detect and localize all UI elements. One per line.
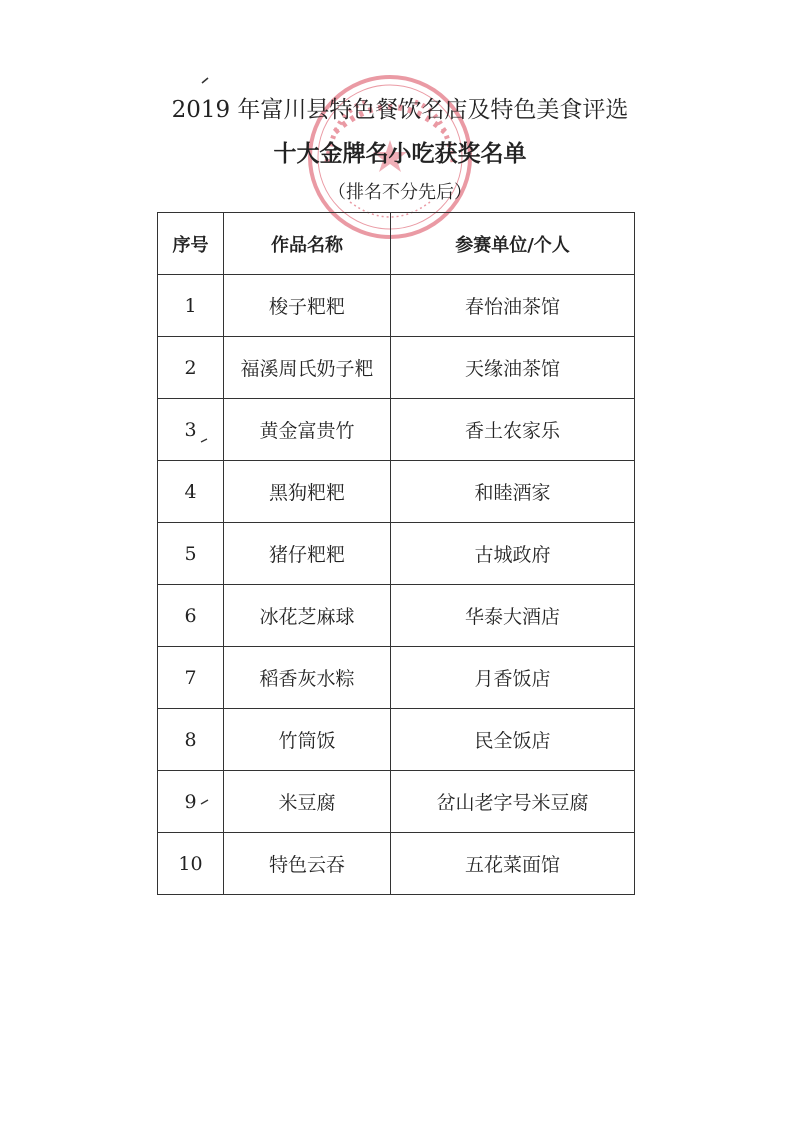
table-row <box>158 461 635 523</box>
document-subtitle: （排名不分先后） <box>328 182 472 203</box>
table-row <box>158 585 635 647</box>
row-entrant: 五花菜面馆 <box>391 833 635 895</box>
header-dish-name: 作品名称 <box>224 213 391 275</box>
row-dish-name: 黑狗粑粑 <box>224 461 391 523</box>
row-number: 5 <box>158 523 224 585</box>
row-number: 2 <box>158 337 224 399</box>
row-number: 10 <box>158 833 224 895</box>
row-entrant: 民全饭店 <box>391 709 635 771</box>
check-mark-icon <box>200 798 214 806</box>
row-dish-name: 竹筒饭 <box>224 709 391 771</box>
row-entrant: 古城政府 <box>391 523 635 585</box>
table-row <box>158 275 635 337</box>
document-title-line2: 十大金牌名小吃获奖名单 <box>273 141 527 167</box>
row-dish-name: 特色云吞 <box>224 833 391 895</box>
row-number: 9 <box>158 771 224 833</box>
row-entrant: 和睦酒家 <box>391 461 635 523</box>
row-dish-name: 米豆腐 <box>224 771 391 833</box>
header-entrant: 参赛单位/个人 <box>391 213 635 275</box>
award-table <box>157 212 635 895</box>
row-entrant: 月香饭店 <box>391 647 635 709</box>
row-dish-name: 梭子粑粑 <box>224 275 391 337</box>
row-dish-name: 福溪周氏奶子粑 <box>224 337 391 399</box>
header-number: 序号 <box>158 213 224 275</box>
check-mark-icon <box>200 436 214 444</box>
row-number: 4 <box>158 461 224 523</box>
row-number: 3 <box>158 399 224 461</box>
pen-mark-icon <box>200 76 214 84</box>
table-row <box>158 399 635 461</box>
row-number: 8 <box>158 709 224 771</box>
row-entrant: 岔山老字号米豆腐 <box>391 771 635 833</box>
table-row <box>158 647 635 709</box>
row-entrant: 香土农家乐 <box>391 399 635 461</box>
document-title-line1: 2019 年富川县特色餐饮名店及特色美食评选 <box>171 97 629 123</box>
row-dish-name: 猪仔粑粑 <box>224 523 391 585</box>
row-dish-name: 稻香灰水粽 <box>224 647 391 709</box>
row-number: 7 <box>158 647 224 709</box>
table-row <box>158 337 635 399</box>
table-row <box>158 709 635 771</box>
table-row <box>158 833 635 895</box>
row-number: 1 <box>158 275 224 337</box>
row-dish-name: 冰花芝麻球 <box>224 585 391 647</box>
table-row <box>158 523 635 585</box>
row-entrant: 天缘油茶馆 <box>391 337 635 399</box>
table-row <box>158 771 635 833</box>
row-entrant: 春怡油茶馆 <box>391 275 635 337</box>
row-dish-name: 黄金富贵竹 <box>224 399 391 461</box>
table-header-row <box>158 213 635 275</box>
row-number: 6 <box>158 585 224 647</box>
row-entrant: 华泰大酒店 <box>391 585 635 647</box>
